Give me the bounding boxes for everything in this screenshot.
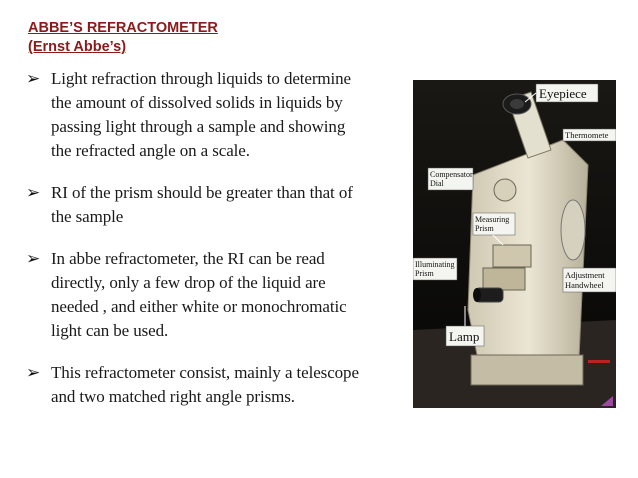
bullet-line: directly, only a few drop of the liquid are xyxy=(51,273,326,292)
adjustment-label-2: Handwheel xyxy=(565,280,604,290)
illuminating-label-2: Prism xyxy=(415,269,434,278)
bullet-item xyxy=(26,181,400,229)
compensator-label-1: Compensator xyxy=(430,170,473,179)
bullet-line: In abbe refractometer, the RI can be read xyxy=(51,249,325,268)
slide-title-line2: (Ernst Abbe’s) xyxy=(28,39,127,55)
slide-title-line1: ABBE’S REFRACTOMETER xyxy=(28,20,218,36)
bullet-text xyxy=(51,247,347,343)
bullet-line: light can be used. xyxy=(51,321,169,340)
refractometer-photo xyxy=(413,80,616,408)
thermometer-label: Thermomete xyxy=(565,130,609,140)
adjustment-label-1: Adjustment xyxy=(565,270,605,280)
bullet-line: Light refraction through liquids to determine xyxy=(51,69,352,88)
bullet-arrow-icon: ➢ xyxy=(26,363,41,382)
bullet-arrow-icon: ➢ xyxy=(26,249,41,268)
adjustment-handwheel-part xyxy=(561,200,585,260)
bullet-line: and two matched right angle prisms. xyxy=(51,387,295,406)
illuminating-label-1: Illuminating xyxy=(415,260,455,269)
bullet-line: RI of the prism should be greater than that of xyxy=(51,183,353,202)
bullet-arrow-icon: ➢ xyxy=(26,183,41,202)
measuring-label-2: Prism xyxy=(475,224,494,233)
bullet-text xyxy=(51,361,359,409)
bullet-line: the amount of dissolved solids in liquids by xyxy=(51,93,343,112)
bullet-item xyxy=(26,67,400,163)
measuring-label-1: Measuring xyxy=(475,215,510,224)
bullet-text xyxy=(51,67,351,163)
illuminating-prism-part xyxy=(483,268,525,290)
bullet-line: passing light through a sample and showing xyxy=(51,117,346,136)
bullet-line: needed , and either white or monochromatic xyxy=(51,297,347,316)
refractometer-illustration xyxy=(413,80,616,408)
bullet-text xyxy=(51,181,353,229)
compensator-dial-part xyxy=(494,179,516,201)
compensator-label-2: Dial xyxy=(430,179,444,188)
slide-title xyxy=(28,19,218,57)
refractometer-base xyxy=(471,355,583,385)
bullet-item xyxy=(26,247,400,343)
bullet-line: the refracted angle on a scale. xyxy=(51,141,250,160)
bullet-line: the sample xyxy=(51,207,124,226)
bullet-arrow-icon: ➢ xyxy=(26,69,41,88)
lamp-lens xyxy=(473,288,481,302)
base-lever xyxy=(588,360,610,363)
bullet-line: This refractometer consist, mainly a telescope xyxy=(51,363,359,382)
measuring-prism-part xyxy=(493,245,531,267)
eyepiece-label: Eyepiece xyxy=(539,86,587,101)
bullet-item xyxy=(26,361,400,409)
lamp-label: Lamp xyxy=(449,329,480,344)
eyepiece-lens xyxy=(510,99,524,109)
